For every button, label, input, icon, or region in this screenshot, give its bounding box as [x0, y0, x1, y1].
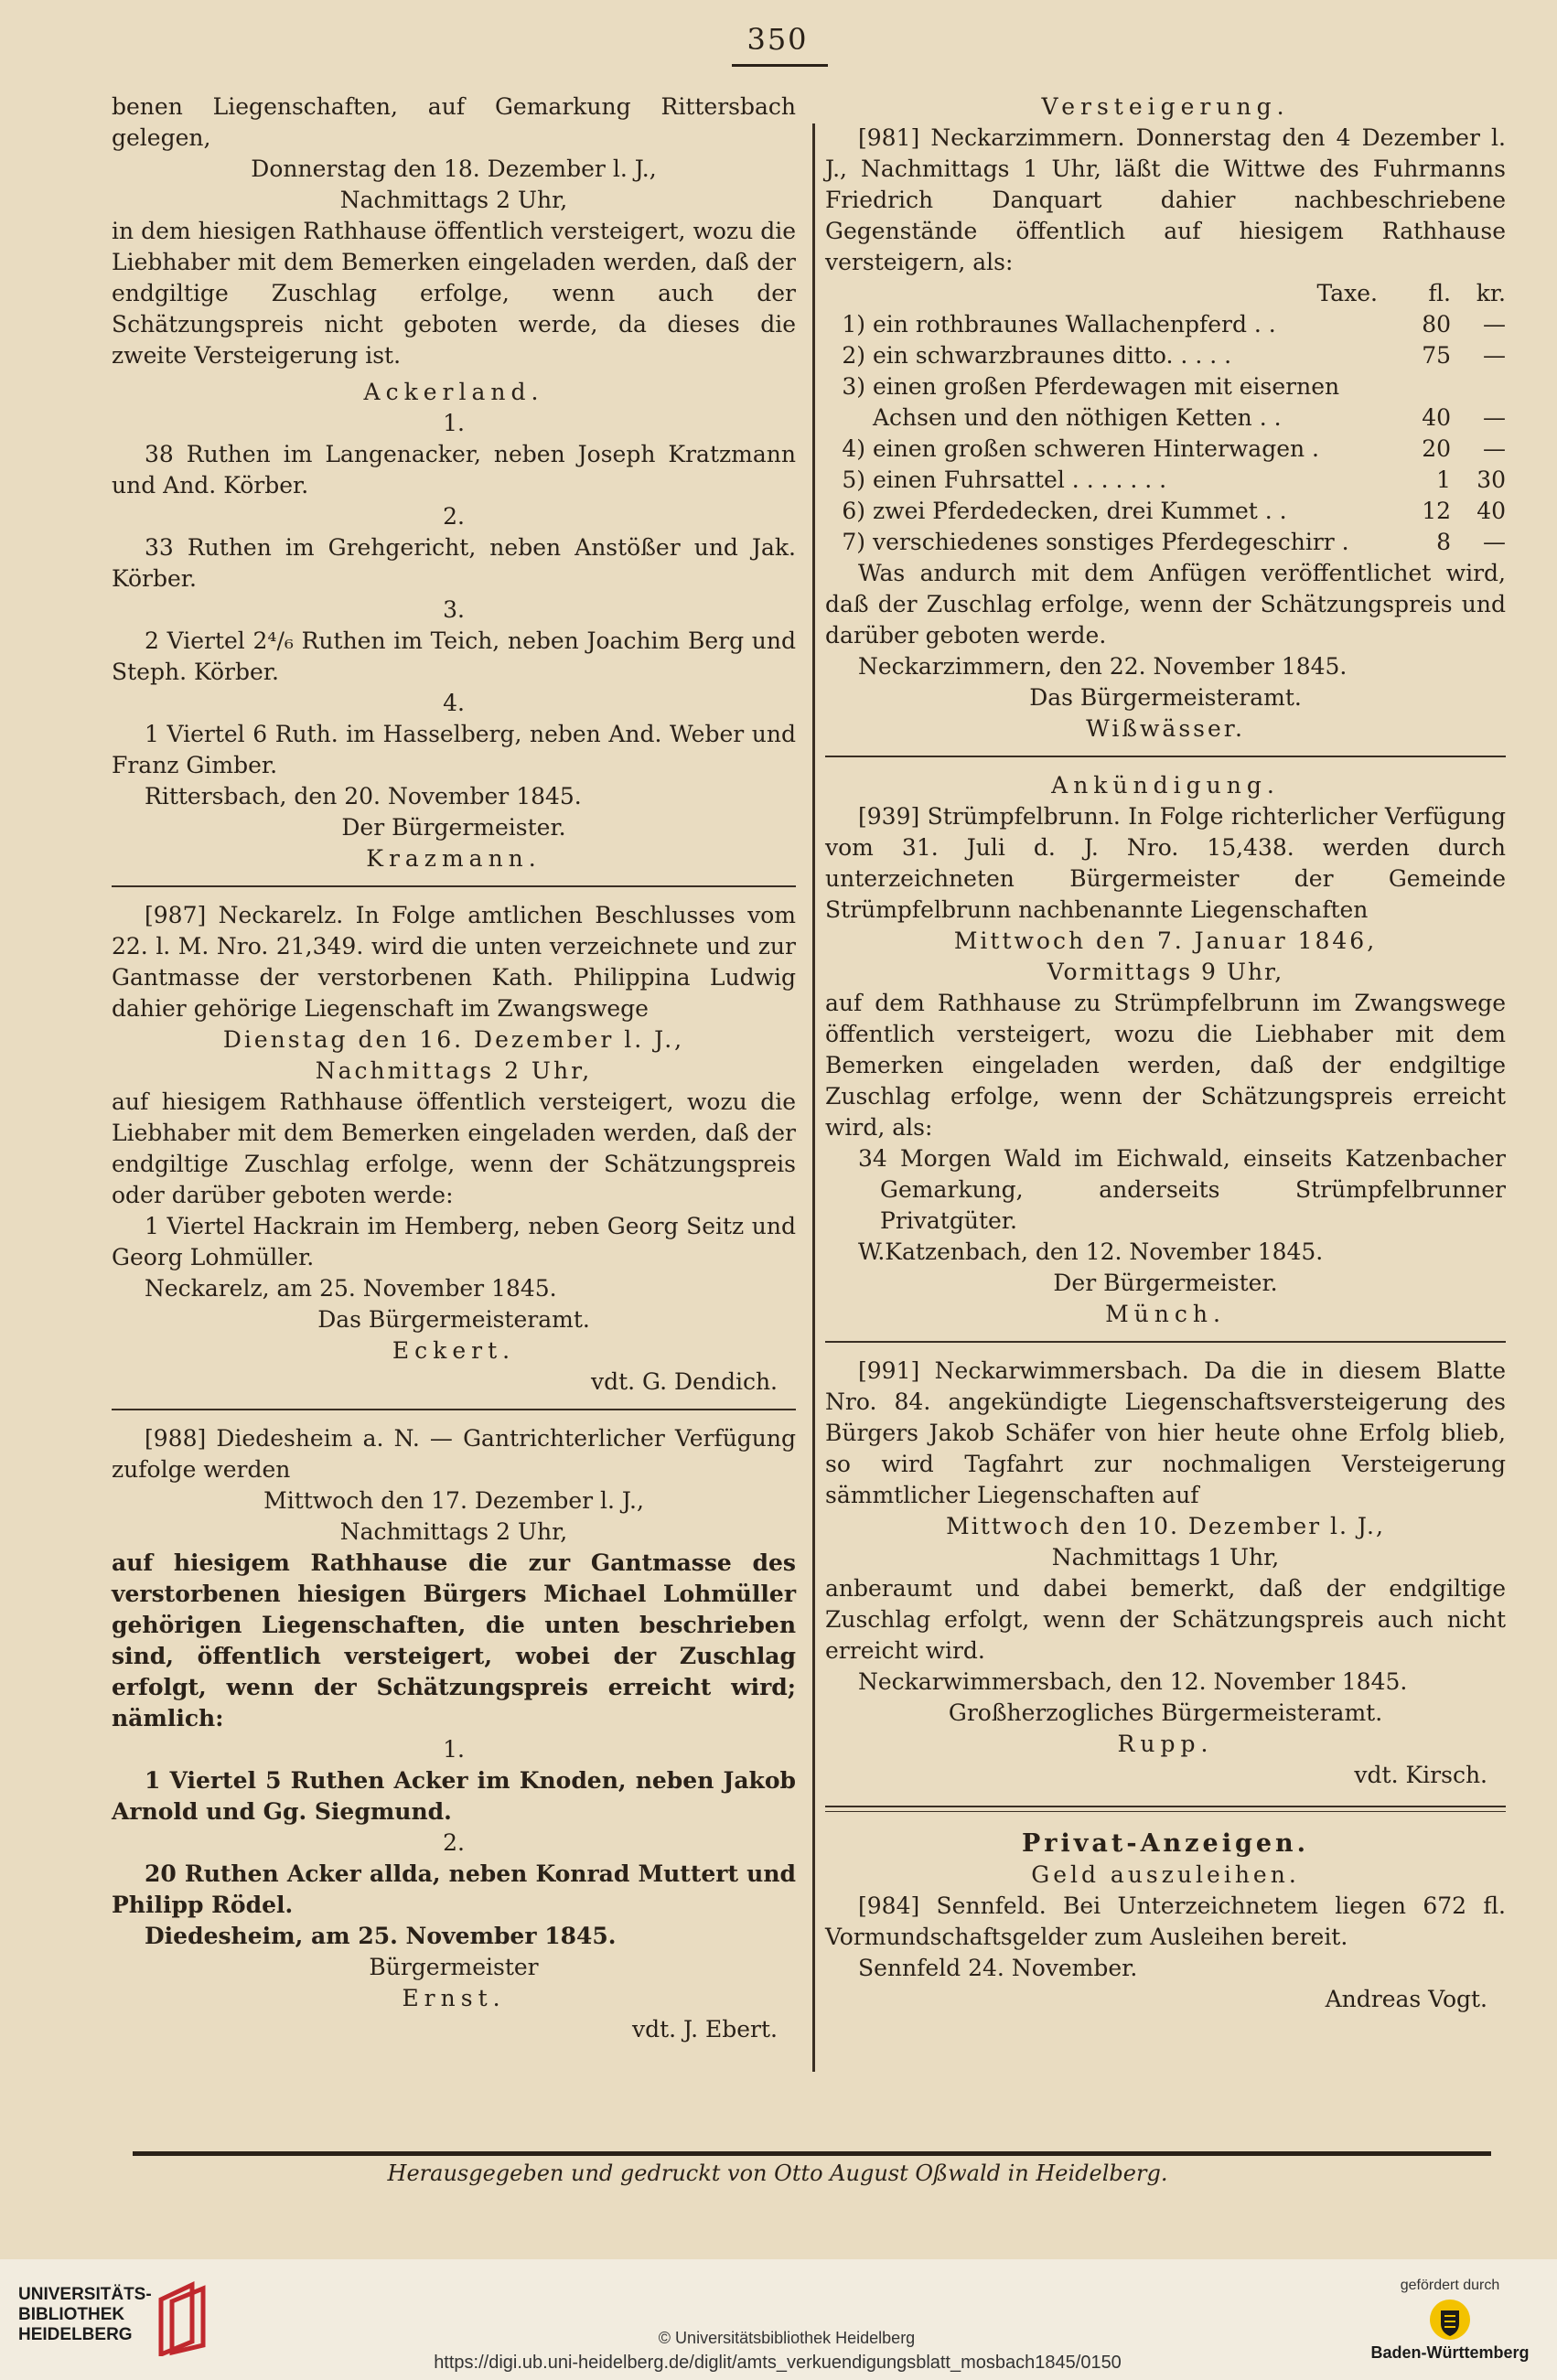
ackerland-list — [112, 408, 796, 781]
notice-939-date: Mittwoch den 7. Januar 1846, — [953, 927, 1378, 954]
notice-988-signer: Ernst. — [402, 1985, 506, 2011]
auction-body: in dem hiesigen Rathhause öffentlich versteigert, wozu die Liebhaber mit dem Bemerken eingeladen werden, daß der endgiltige Zuschlag erfolge, wenn auch der Schätzungspreis nicht geboten werde, da dieses die zweite Versteigerung ist. — [112, 218, 796, 369]
tax-row: Achsen und den nöthigen Ketten . . 40 — — [873, 404, 1506, 431]
notice-991-office: Großherzogliches Bürgermeisteramt. — [948, 1699, 1383, 1726]
source-url[interactable]: https://digi.ub.uni-heidelberg.de/diglit/amts_verkuendigungsblatt_mosbach1845/0150 — [434, 2353, 1122, 2373]
library-name: UNIVERSITÄTS- BIBLIOTHEK HEIDELBERG — [18, 2285, 152, 2344]
notice-988-place: Diedesheim, am 25. November 1845. — [145, 1923, 617, 1949]
coat-of-arms-icon — [1428, 2298, 1472, 2342]
imprint-line: Herausgegeben und gedruckt von Otto August Oßwald in Heidelberg. — [387, 2160, 1168, 2186]
notice-987: [987] Neckarelz. In Folge amtlichen Beschlusses vom 22. l. M. Nro. 21,349. wird die unten verzeichnete und zur Gantmasse der verstorbenen Kath. Philippina Ludwig dahier gehörige Liegenschaft im Zwangswege — [112, 902, 796, 1022]
notice-988-time: Nachmittags 2 Uhr, — [339, 1518, 568, 1545]
notice-984-place: Sennfeld 24. November. — [858, 1955, 1138, 1981]
notice-939-place: W.Katzenbach, den 12. November 1845. — [858, 1238, 1324, 1265]
ackerland-heading: Ackerland. — [363, 379, 544, 405]
notice-987-vdt: vdt. G. Dendich. — [590, 1368, 778, 1395]
list-item: 38 Ruthen im Langenacker, neben Joseph Kratzmann und And. Körber. — [112, 441, 796, 499]
notice-987-item: 1 Viertel Hackrain im Hemberg, neben Georg Seitz und Georg Lohmüller. — [112, 1213, 796, 1270]
list-item-number: 4. — [443, 690, 465, 716]
tax-row: 7) verschiedenes sonstiges Pferdegeschirr . 8 — — [842, 529, 1506, 555]
tax-fl-header: fl. — [1428, 280, 1451, 306]
list-item: 1 Viertel 6 Ruth. im Hasselberg, neben And. Weber und Franz Gimber. — [112, 721, 796, 778]
notice-988-vdt: vdt. J. Ebert. — [631, 2016, 778, 2042]
notice-981: [981] Neckarzimmern. Donnerstag den 4 Dezember l. J., Nachmittags 1 Uhr, läßt die Wittwe des Fuhrmanns Friedrich Danquart dahier nachbeschriebene Gegenstände öffentlich auf hiesigem Rathhause versteigern, als: — [825, 124, 1506, 275]
right-column — [825, 91, 1506, 2015]
notice-939-office: Der Bürgermeister. — [1053, 1270, 1278, 1296]
notice-981-tail: Was andurch mit dem Anfügen veröffentlichet wird, daß der Zuschlag erfolge, wenn der Schätzungspreis und darüber geboten werde. — [825, 560, 1506, 649]
notice-991-signer: Rupp. — [1117, 1731, 1214, 1757]
auction-time: Nachmittags 2 Uhr, — [339, 187, 568, 213]
funded-by-label: gefördert durch — [1400, 2278, 1500, 2293]
notice-981-office: Das Bürgermeisteramt. — [1029, 684, 1302, 711]
notice-991: [991] Neckarwimmersbach. Da die in diesem Blatte Nro. 84. angekündigte Liegenschaftsversteigerung des Bürgers Jakob Schäfer von hier heute ohne Erfolg blieb, so wird Tagfahrt zur nochmaligen Versteigerung sämmtlicher Liegenschaften auf — [825, 1357, 1506, 1508]
notice-988-office: Bürgermeister — [369, 1954, 539, 1980]
tax-row: 1) ein rothbraunes Wallachenpferd . . 80 — — [842, 311, 1506, 338]
notice-988: [988] Diedesheim a. N. — Gantrichterlicher Verfügung zufolge werden — [112, 1425, 796, 1483]
private-heading: Privat-Anzeigen. — [1021, 1829, 1310, 1858]
notice-939-signer: Münch. — [1105, 1301, 1226, 1327]
list-item-number: 1. — [443, 1736, 465, 1763]
notice-984-signer: Andreas Vogt. — [1325, 1986, 1487, 2012]
versteigerung-heading: Versteigerung. — [1041, 93, 1290, 120]
notice-981-place: Neckarzimmern, den 22. November 1845. — [858, 653, 1348, 680]
notice-939: [939] Strümpfelbrunn. In Folge richterlicher Verfügung vom 31. Juli d. J. Nro. 15,438. werden durch unterzeichneten Bürgermeister der Gemeinde Strümpfelbrunn nachbenannte Liegenschaften — [825, 803, 1506, 923]
notice-988-body: auf hiesigem Rathhause die zur Gantmasse des verstorbenen hiesigen Bürgers Michael Lohmüller gehörigen Liegenschaften, die unten beschrieben sind, öffentlich versteigert, wobei der Zuschlag erfolgt, wenn der Schätzungspreis erreicht wird; nämlich: — [112, 1549, 796, 1731]
list-item-number: 3. — [443, 596, 465, 623]
office-title: Der Bürgermeister. — [341, 814, 566, 841]
notice-981-signer: Wißwässer. — [1086, 715, 1245, 742]
notice-987-signer: Eckert. — [392, 1337, 516, 1364]
tax-row: 4) einen großen schweren Hinterwagen . 20 — — [842, 435, 1506, 462]
copyright-text: © Universitätsbibliothek Heidelberg — [658, 2329, 916, 2347]
place-date: Rittersbach, den 20. November 1845. — [145, 783, 582, 809]
tax-kr-header: kr. — [1476, 280, 1506, 306]
notice-991-time: Nachmittags 1 Uhr, — [1051, 1544, 1280, 1571]
tax-row: 6) zwei Pferdedecken, drei Kummet . . 12 40 — [842, 498, 1506, 524]
tax-row: 2) ein schwarzbraunes ditto. . . . . 75 — — [842, 342, 1506, 369]
tax-list — [825, 309, 1506, 558]
list-item-number: 1. — [443, 410, 465, 436]
notice-987-place: Neckarelz, am 25. November 1845. — [145, 1275, 557, 1302]
tax-row: 5) einen Fuhrsattel . . . . . . . 1 30 — [842, 466, 1506, 493]
notice-984: [984] Sennfeld. Bei Unterzeichnetem liegen 672 fl. Vormundschaftsgelder zum Ausleihen bereit. — [825, 1892, 1506, 1950]
notice-939-time: Vormittags 9 Uhr, — [1047, 959, 1284, 985]
notice-987-office: Das Bürgermeisteramt. — [317, 1306, 590, 1333]
list-item: 1 Viertel 5 Ruthen Acker im Knoden, neben Jakob Arnold und Gg. Siegmund. — [112, 1767, 796, 1825]
list-item: 20 Ruthen Acker allda, neben Konrad Muttert und Philipp Rödel. — [112, 1860, 796, 1918]
book-icon — [156, 2281, 212, 2356]
list-item: 33 Ruthen im Grehgericht, neben Anstößer und Jak. Körber. — [112, 534, 796, 592]
library-logo[interactable] — [18, 2285, 210, 2367]
list-item: 2 Viertel 2⁴/₆ Ruthen im Teich, neben Joachim Berg und Steph. Körber. — [112, 627, 796, 685]
state-label: Baden-Württemberg — [1370, 2343, 1530, 2362]
page-number: 350 — [746, 22, 809, 57]
list-item-number: 2. — [443, 1829, 465, 1856]
tax-header — [825, 278, 1506, 309]
funding-logo[interactable] — [1354, 2278, 1546, 2374]
signer-name: Krazmann. — [366, 845, 542, 872]
notice-991-place: Neckarwimmersbach, den 12. November 1845. — [858, 1668, 1408, 1695]
notice-939-item: 34 Morgen Wald im Eichwald, einseits Katzenbacher Gemarkung, anderseits Strümpfelbrunner Privatgüter. — [858, 1145, 1506, 1234]
left-column — [112, 91, 796, 2045]
notice-991-date: Mittwoch den 10. Dezember l. J., — [946, 1513, 1385, 1539]
notice-987-date: Dienstag den 16. Dezember l. J., — [222, 1026, 685, 1053]
notice-991-body: anberaumt und dabei bemerkt, daß der endgiltige Zuschlag erfolgt, wenn der Schätzungspreis auch nicht erreicht wird. — [825, 1575, 1506, 1664]
tax-row: 3) einen großen Pferdewagen mit eisernen — [842, 373, 1340, 400]
imprint-rule — [133, 2151, 1491, 2156]
section-divider — [112, 1409, 796, 1410]
ankundigung-heading: Ankündigung. — [1051, 772, 1280, 799]
section-divider — [825, 756, 1506, 757]
column-divider — [812, 123, 815, 2072]
section-divider-double — [825, 1806, 1506, 1812]
list-item-number: 2. — [443, 503, 465, 530]
notice-991-vdt: vdt. Kirsch. — [1354, 1762, 1487, 1788]
geld-heading: Geld auszuleihen. — [1031, 1861, 1300, 1888]
tax-label: Taxe. — [1316, 280, 1378, 306]
notice-939-body: auf dem Rathhause zu Strümpfelbrunn im Zwangswege öffentlich versteigert, wozu die Liebhaber mit dem Bemerken eingeladen werden, daß der endgiltige Zuschlag erfolge, wenn der Schätzungspreis erreicht wird, als: — [825, 990, 1506, 1141]
notice-988-date: Mittwoch den 17. Dezember l. J., — [263, 1487, 644, 1514]
auction-date: Donnerstag den 18. Dezember l. J., — [251, 155, 657, 182]
page-number-rule — [732, 64, 828, 67]
notice-987-time: Nachmittags 2 Uhr, — [315, 1057, 593, 1084]
notice-987-body: auf hiesigem Rathhause öffentlich versteigert, wozu die Liebhaber mit dem Bemerken eingeladen werden, daß der endgiltige Zuschlag erfolge, wenn der Schätzungspreis oder darüber geboten werde: — [112, 1088, 796, 1208]
intro-text: benen Liegenschaften, auf Gemarkung Rittersbach gelegen, — [112, 93, 796, 151]
section-divider — [825, 1341, 1506, 1343]
section-divider — [112, 885, 796, 887]
